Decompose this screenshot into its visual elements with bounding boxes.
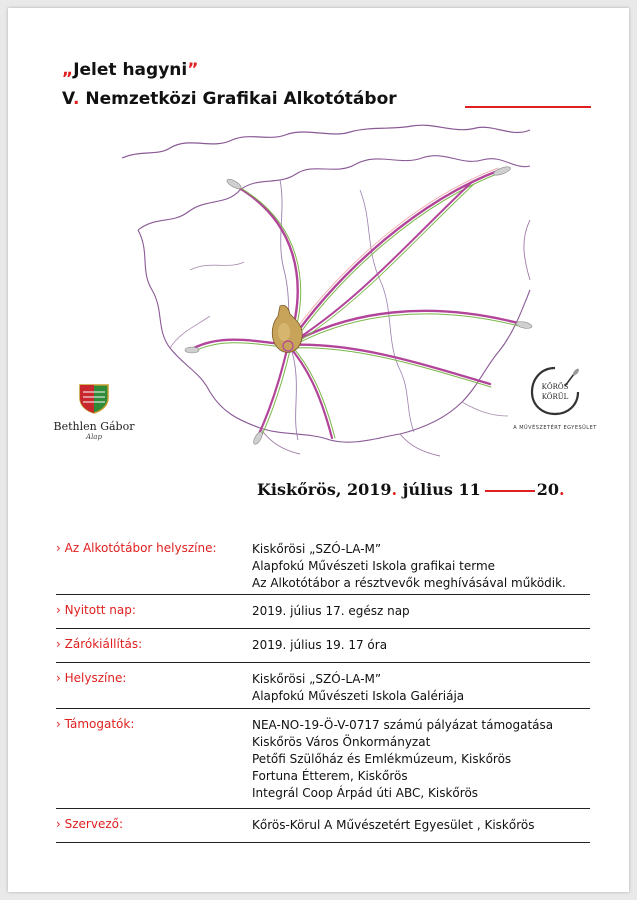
hungary-map-icon xyxy=(110,120,540,460)
shield-icon xyxy=(77,382,111,414)
brush-circle-icon xyxy=(527,362,583,420)
details-table xyxy=(56,541,590,843)
detail-value: Kiskőrösi „SZÓ-LA-M” Alapfokú Művészeti Iskola grafikai terme Az Alkotótábor a résztvevők meghívásával működik. xyxy=(252,542,566,590)
detail-label: › Zárókiállítás: xyxy=(56,637,143,651)
quote-close: ” xyxy=(187,60,199,80)
detail-row-sponsors xyxy=(56,717,590,809)
detail-label: › Szervező: xyxy=(56,817,124,831)
detail-value: 2019. július 19. 17 óra xyxy=(252,638,388,652)
poster-title xyxy=(62,60,198,80)
dateline-end-dot: . xyxy=(559,480,565,499)
detail-label: › Az Alkotótábor helyszíne: xyxy=(56,541,217,555)
dateline-month: július 11 xyxy=(397,480,481,499)
logo-right-caption: A MŰVÉSZETÉRT EGYESÜLET xyxy=(513,425,597,431)
quote-open: „ xyxy=(62,60,74,80)
title-quoted: Jelet hagyni xyxy=(73,60,188,80)
detail-row-closing xyxy=(56,637,590,663)
event-dateline xyxy=(257,480,565,499)
logo-left-name: Bethlen Gábor xyxy=(53,420,135,433)
detail-value: Kőrös-Körul A Művészetért Egyesület , Kiskőrös xyxy=(252,818,535,832)
detail-label: › Támogatók: xyxy=(56,717,135,731)
header-red-line xyxy=(465,106,591,108)
logo-right-bottom: KÖRÜL xyxy=(541,393,569,401)
edition-dot: . xyxy=(72,89,80,109)
logo-right-top: KŐRÖS xyxy=(541,383,569,391)
dateline-dash xyxy=(485,490,535,492)
detail-row-organizer xyxy=(56,817,590,843)
detail-row-open-day xyxy=(56,603,590,629)
logo-left-sub: Alap xyxy=(86,433,102,441)
detail-label: › Nyitott nap: xyxy=(56,603,136,617)
dateline-dot: . xyxy=(391,480,398,499)
detail-label: › Helyszíne: xyxy=(56,671,127,685)
dateline-place: Kiskőrös, 2019 xyxy=(257,480,392,499)
subtitle-text: Nemzetközi Grafikai Alkotótábor xyxy=(85,89,397,109)
edition-number: V xyxy=(62,89,73,109)
bethlen-gabor-logo xyxy=(52,382,136,452)
koros-korul-logo xyxy=(510,362,600,440)
detail-row-venue xyxy=(56,541,590,595)
detail-value: NEA-NO-19-Ö-V-0717 számú pályázat támogatása Kiskőrös Város Önkormányzat Petőfi Szülőház és Emlékmúzeum, Kiskőrös Fortuna Étterem, Kiskőrös Integrál Coop Árpád úti ABC, Kiskőrös xyxy=(252,718,554,800)
detail-value: 2019. július 17. egész nap xyxy=(252,604,410,618)
poster-subtitle xyxy=(62,89,397,109)
detail-row-location xyxy=(56,671,590,709)
dateline-end-day: 20 xyxy=(536,480,559,499)
detail-value: Kiskőrösi „SZÓ-LA-M” Alapfokú Művészeti Iskola Galériája xyxy=(252,672,465,703)
